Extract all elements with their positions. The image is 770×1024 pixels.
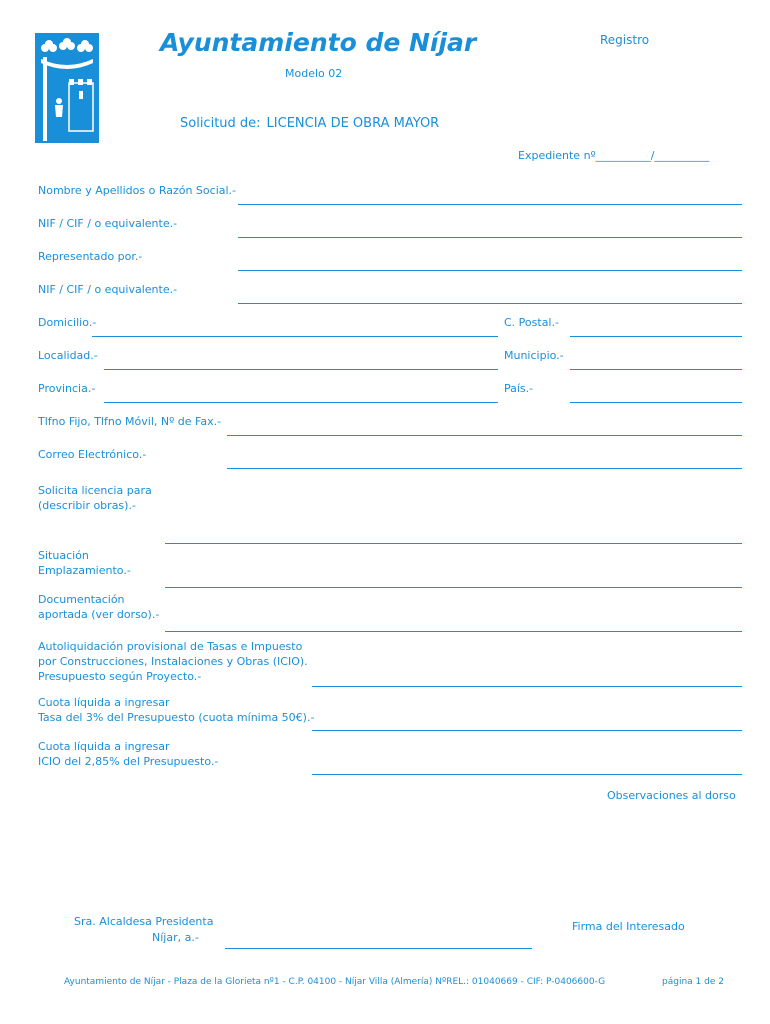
cpostal-input-line[interactable]	[570, 336, 742, 337]
tasa-input-line[interactable]	[312, 730, 742, 731]
nombre-input-line[interactable]	[238, 204, 742, 205]
documentacion-label-1: Documentación	[38, 593, 125, 606]
representado-input-line[interactable]	[238, 270, 742, 271]
expediente-field[interactable]: Expediente nº__________/__________	[518, 149, 710, 162]
footer-address: Ayuntamiento de Níjar - Plaza de la Glorieta nº1 - C.P. 04100 - Níjar Villa (Almería) NºREL.: 01040669 - CIF: P-0406600-G	[64, 977, 606, 987]
solicita-input-line[interactable]	[165, 543, 742, 544]
situacion-label-2: Emplazamiento.-	[38, 564, 131, 577]
pais-label: País.-	[504, 382, 534, 395]
cuota1-label-1: Cuota líquida a ingresar	[38, 696, 170, 709]
cuota1-label-2: Tasa del 3% del Presupuesto (cuota mínima 50€).-	[38, 711, 315, 724]
telefono-label: Tlfno Fijo, Tlfno Móvil, Nº de Fax.-	[38, 415, 222, 428]
localidad-label: Localidad.-	[38, 349, 98, 362]
icio-input-line[interactable]	[312, 774, 742, 775]
autoliq-label-3: Presupuesto según Proyecto.-	[38, 670, 202, 683]
fecha-label: Níjar, a.-	[152, 931, 199, 944]
request-title	[180, 116, 439, 131]
alcaldesa-title: Sra. Alcaldesa Presidenta	[74, 915, 214, 928]
request-label: Solicitud de:	[180, 116, 261, 131]
observaciones-note: Observaciones al dorso	[607, 789, 736, 802]
registro-label: Registro	[600, 33, 650, 47]
cuota2-label-2: ICIO del 2,85% del Presupuesto.-	[38, 755, 219, 768]
pais-input-line[interactable]	[570, 402, 742, 403]
domicilio-label: Domicilio.-	[38, 316, 97, 329]
provincia-label: Provincia.-	[38, 382, 96, 395]
representado-label: Representado por.-	[38, 250, 143, 263]
request-value: LICENCIA DE OBRA MAYOR	[266, 116, 440, 131]
situacion-label-1: Situación	[38, 549, 89, 562]
nombre-label: Nombre y Apellidos o Razón Social.-	[38, 184, 237, 197]
model-number: Modelo 02	[285, 67, 343, 80]
municipio-input-line[interactable]	[570, 369, 742, 370]
provincia-input-line[interactable]	[104, 402, 498, 403]
nif2-label: NIF / CIF / o equivalente.-	[38, 283, 178, 296]
municipio-label: Municipio.-	[504, 349, 564, 362]
domicilio-input-line[interactable]	[92, 336, 498, 337]
autoliq-label-2: por Construcciones, Instalaciones y Obras (ICIO).	[38, 655, 308, 668]
page-title: Ayuntamiento de Níjar	[160, 28, 477, 57]
autoliq-label-1: Autoliquidación provisional de Tasas e Impuesto	[38, 640, 303, 653]
fecha-input-line[interactable]	[225, 948, 532, 949]
presupuesto-input-line[interactable]	[312, 686, 742, 687]
nif1-label: NIF / CIF / o equivalente.-	[38, 217, 178, 230]
solicita-label-2: (describir obras).-	[38, 499, 136, 512]
cpostal-label: C. Postal.-	[504, 316, 559, 329]
correo-label: Correo Electrónico.-	[38, 448, 147, 461]
nif2-input-line[interactable]	[238, 303, 742, 304]
firma-label: Firma del Interesado	[572, 920, 685, 933]
situacion-input-line[interactable]	[165, 587, 742, 588]
solicita-label-1: Solicita licencia para	[38, 484, 152, 497]
documentacion-label-2: aportada (ver dorso).-	[38, 608, 160, 621]
page-number: página 1 de 2	[662, 977, 724, 987]
nif1-input-line[interactable]	[238, 237, 742, 238]
coat-of-arms-icon	[35, 33, 99, 143]
telefono-input-line[interactable]	[227, 435, 742, 436]
documentacion-input-line[interactable]	[165, 631, 742, 632]
cuota2-label-1: Cuota líquida a ingresar	[38, 740, 170, 753]
correo-input-line[interactable]	[227, 468, 742, 469]
localidad-input-line[interactable]	[104, 369, 498, 370]
